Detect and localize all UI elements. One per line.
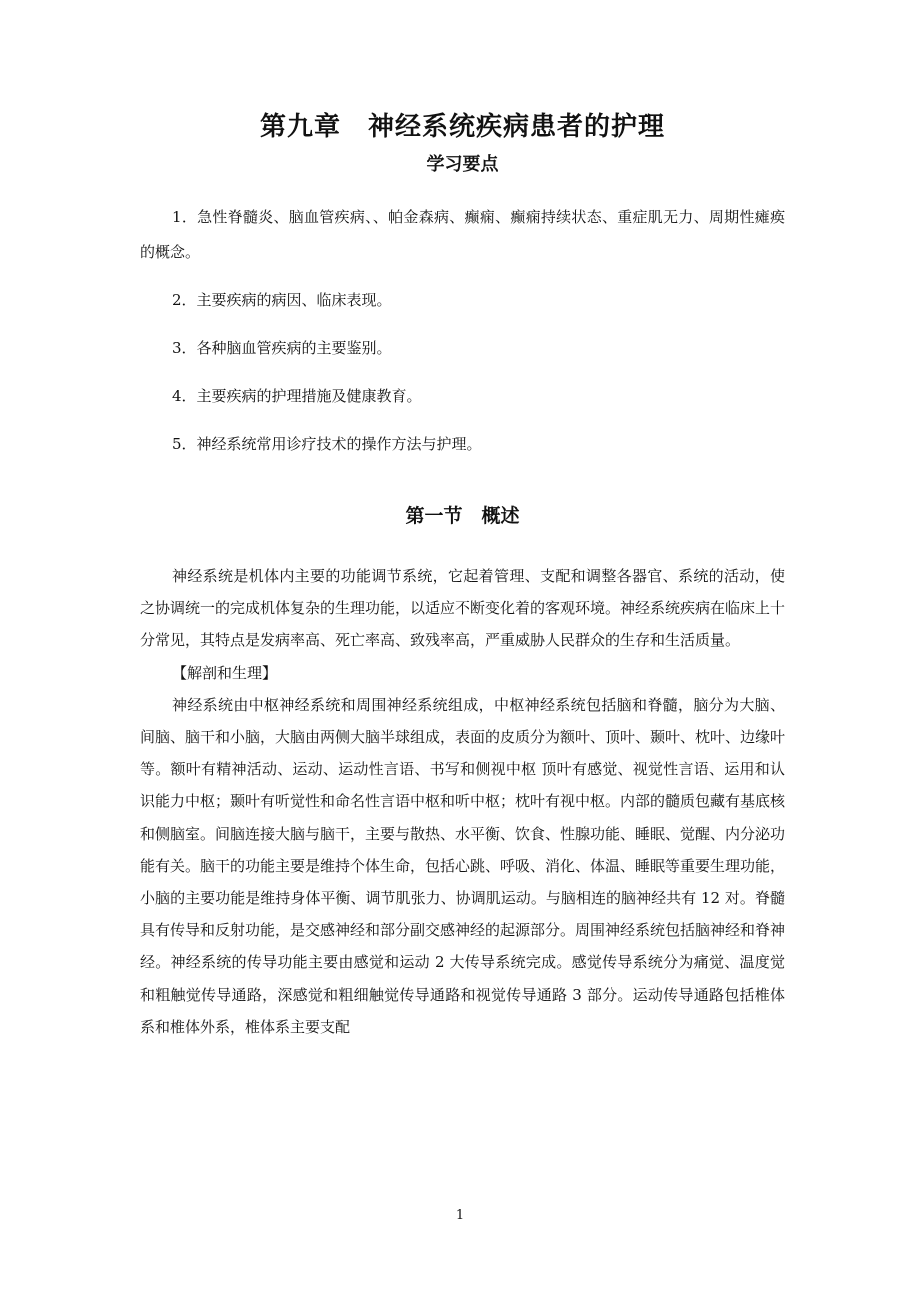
page-number: 1 xyxy=(455,1208,465,1223)
learning-point: 3．各种脑血管疾病的主要鉴别。 xyxy=(172,339,392,357)
anatomy-heading: 【解剖和生理】 xyxy=(172,663,278,682)
learning-point: 5．神经系统常用诊疗技术的操作方法与护理。 xyxy=(172,435,482,453)
section-title: 第一节 概述 xyxy=(405,505,520,527)
learning-points-title: 学习要点 xyxy=(426,154,499,175)
learning-points-list xyxy=(140,200,785,462)
anatomy-paragraph: 神经系统由中枢神经系统和周围神经系统组成，中枢神经系统包括脑和脊髓，脑分为大脑、间脑、脑干和小脑，大脑由两侧大脑半球组成，表面的皮质分为额叶、顶叶、颞叶、枕叶、边缘叶等。额叶有精神活动、运动、运动性言语、书写和侧视中枢 顶叶有感觉、视觉性言语、运用和认识能力中枢；颞叶有听觉性和命名性言语中枢和听中枢；枕叶有视中枢。内部的髓质包藏有基底核和侧脑室。间脑连接大脑与脑干，主要与散热、水平衡、饮食、性腺功能、睡眠、觉醒、内分泌功能有关。脑干的功能主要是维持个体生命，包括心跳、呼吸、消化、体温、睡眠等重要生理功能，小脑的主要功能是维持身体平衡、调节肌张力、协调肌运动。与脑相连的脑神经共有 12 对。脊髓具有传导和反射功能，是交感神经和部分副交感神经的起源部分。周围神经系统包括脑神经和脊神经。神经系统的传导功能主要由感觉和运动 2 大传导系统完成。感觉传导系统分为痛觉、温度觉和粗触觉传导通路，深感觉和粗细触觉传导通路和视觉传导通路 3 部分。运动传导通路包括椎体系和椎体外系，椎体系主要支配 xyxy=(140,695,786,1036)
intro-paragraph: 神经系统是机体内主要的功能调节系统，它起着管理、支配和调整各器官、系统的活动，使之协调统一的完成机体复杂的生理功能，以适应不断变化着的客观环境。神经系统疾病在临床上十分常见，其特点是发病率高、死亡率高、致残率高，严重威胁人民群众的生存和生活质量。 xyxy=(140,567,786,650)
chapter-title: 第九章 神经系统疾病患者的护理 xyxy=(259,112,665,142)
learning-point: 1．急性脊髓炎、脑血管疾病、、帕金森病、癫痫、癫痫持续状态、重症肌无力、周期性瘫痪的概念。 xyxy=(140,208,785,261)
learning-point: 2．主要疾病的病因、临床表现。 xyxy=(172,291,392,309)
learning-point: 4．主要疾病的护理措施及健康教育。 xyxy=(172,387,422,405)
page-content xyxy=(140,110,785,1043)
